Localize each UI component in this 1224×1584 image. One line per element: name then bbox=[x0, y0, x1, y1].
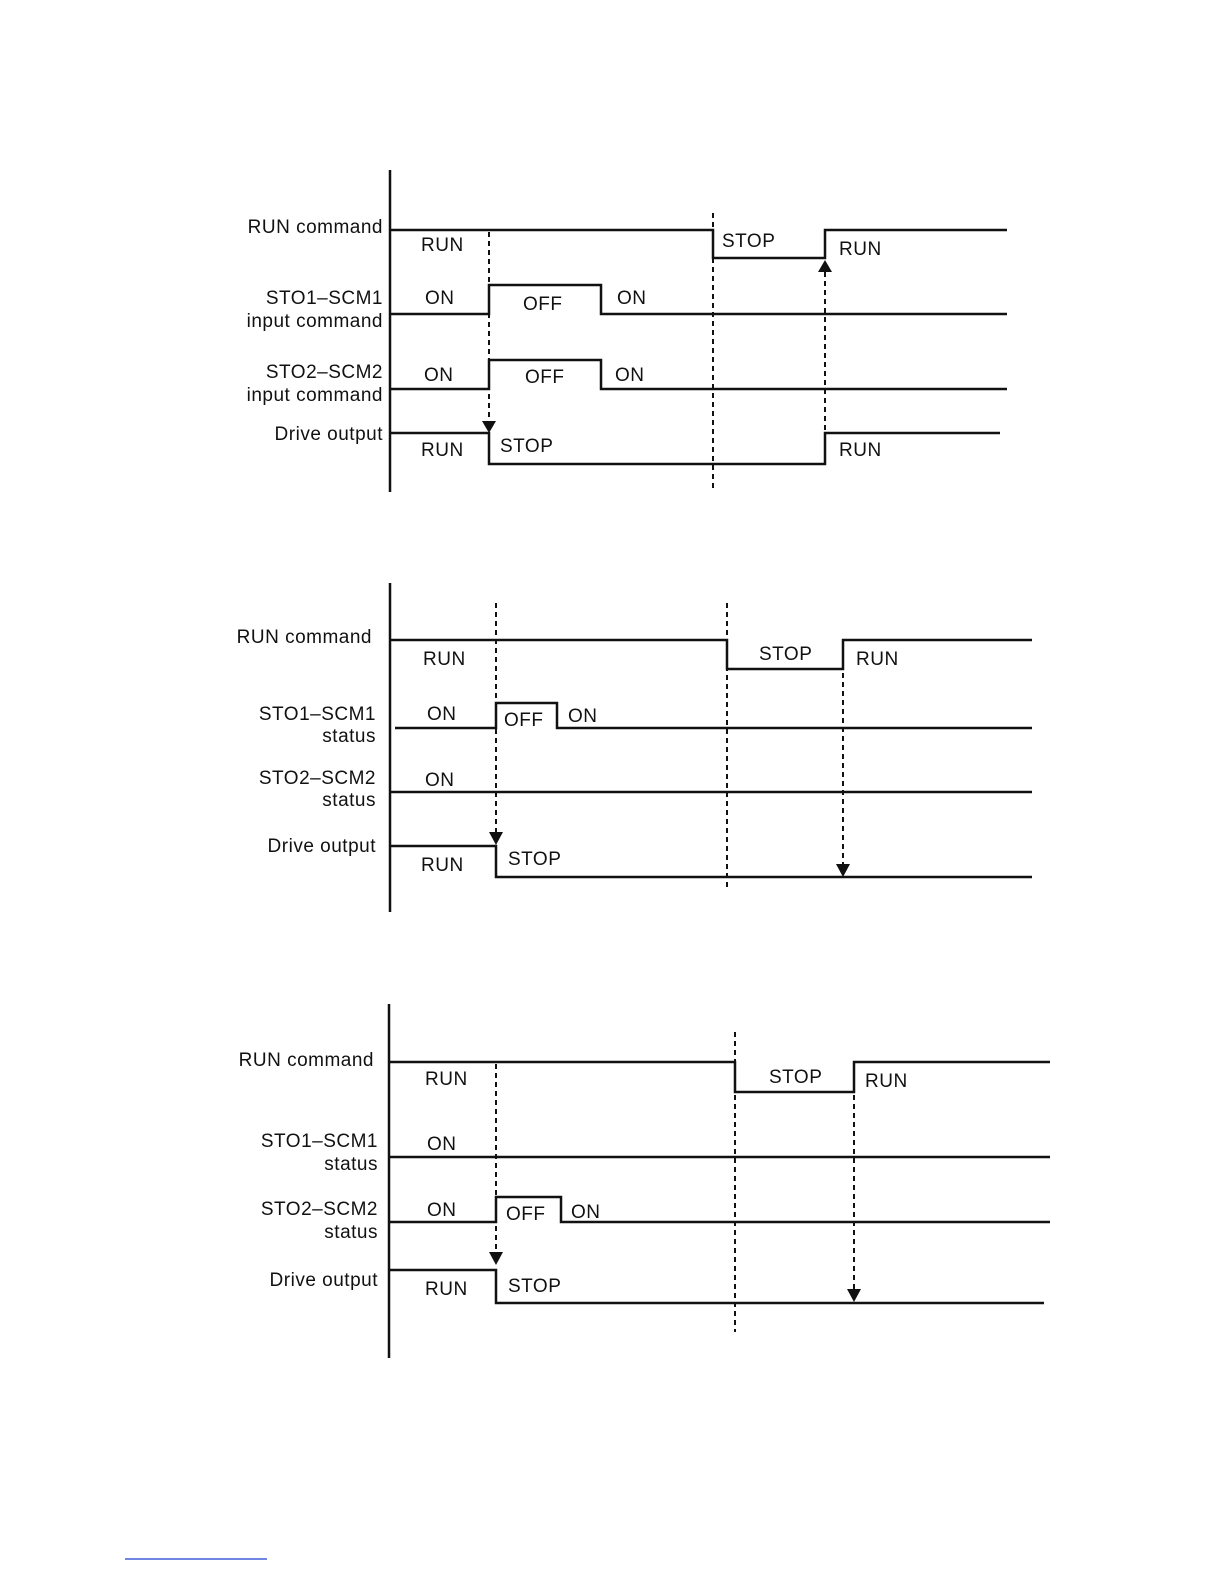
drive-output-waveform bbox=[389, 1270, 1044, 1303]
arrow-down-icon bbox=[489, 832, 503, 845]
state-label: OFF bbox=[504, 710, 544, 731]
state-label: ON bbox=[617, 288, 647, 309]
state-label: ON bbox=[615, 365, 645, 386]
state-label: STOP bbox=[500, 436, 554, 457]
state-label: OFF bbox=[525, 367, 565, 388]
drive-output-waveform bbox=[390, 433, 1000, 464]
state-label: ON bbox=[425, 770, 455, 791]
state-label: ON bbox=[427, 1200, 457, 1221]
sto1-label-line1: STO1–SCM1 bbox=[265, 288, 383, 309]
sto2-label-line2: status bbox=[324, 1222, 378, 1243]
state-label: STOP bbox=[508, 1276, 562, 1297]
state-label: STOP bbox=[508, 849, 562, 870]
arrow-down-icon bbox=[847, 1289, 861, 1302]
state-label: RUN bbox=[421, 440, 464, 461]
state-label: STOP bbox=[769, 1067, 823, 1088]
run-command-waveform bbox=[390, 640, 1032, 669]
state-label: ON bbox=[427, 704, 457, 725]
sto2-label-line1: STO2–SCM2 bbox=[265, 362, 383, 383]
state-label: ON bbox=[427, 1134, 457, 1155]
arrow-down-icon bbox=[836, 864, 850, 877]
arrow-down-icon bbox=[489, 1252, 503, 1265]
state-label: ON bbox=[424, 365, 454, 386]
sto2-label-line1: STO2–SCM2 bbox=[258, 768, 376, 789]
drive-output-label: Drive output bbox=[269, 1270, 378, 1291]
sto2-label-line2: input command bbox=[246, 385, 383, 406]
state-label: ON bbox=[568, 706, 598, 727]
sto2-label-line2: status bbox=[322, 790, 376, 811]
timing-diagram-1 bbox=[247, 170, 1007, 492]
sto2-waveform bbox=[390, 360, 1007, 389]
sto1-label-line2: input command bbox=[246, 311, 383, 332]
state-label: RUN bbox=[865, 1071, 908, 1092]
state-label: RUN bbox=[839, 239, 882, 260]
run-command-waveform bbox=[389, 1062, 1050, 1092]
state-label: RUN bbox=[839, 440, 882, 461]
drive-output-waveform bbox=[390, 846, 1032, 877]
drive-output-label: Drive output bbox=[267, 836, 376, 857]
state-label: RUN bbox=[425, 1279, 468, 1300]
sto1-waveform bbox=[395, 703, 1032, 728]
state-label: RUN bbox=[423, 649, 466, 670]
sto1-waveform bbox=[390, 285, 1007, 314]
state-label: RUN bbox=[421, 235, 464, 256]
state-label: STOP bbox=[759, 644, 813, 665]
sto1-label-line1: STO1–SCM1 bbox=[260, 1131, 378, 1152]
sto1-label-line2: status bbox=[322, 726, 376, 747]
run-command-label: RUN command bbox=[247, 217, 383, 238]
arrow-down-icon bbox=[482, 421, 496, 433]
sto1-label-line2: status bbox=[324, 1154, 378, 1175]
state-label: RUN bbox=[421, 855, 464, 876]
state-label: OFF bbox=[523, 294, 563, 315]
run-command-label: RUN command bbox=[238, 1050, 374, 1071]
timing-diagram-3 bbox=[239, 1004, 1050, 1358]
state-label: RUN bbox=[425, 1069, 468, 1090]
timing-diagram-2 bbox=[237, 583, 1032, 912]
run-command-waveform bbox=[390, 230, 1007, 258]
state-label: ON bbox=[425, 288, 455, 309]
sto2-label-line1: STO2–SCM2 bbox=[260, 1199, 378, 1220]
state-label: STOP bbox=[722, 231, 776, 252]
arrow-up-icon bbox=[818, 260, 832, 272]
sto1-label-line1: STO1–SCM1 bbox=[258, 704, 376, 725]
state-label: ON bbox=[571, 1202, 601, 1223]
run-command-label: RUN command bbox=[236, 627, 372, 648]
sto2-waveform bbox=[389, 1197, 1050, 1222]
state-label: OFF bbox=[506, 1204, 546, 1225]
state-label: RUN bbox=[856, 649, 899, 670]
drive-output-label: Drive output bbox=[274, 424, 383, 445]
